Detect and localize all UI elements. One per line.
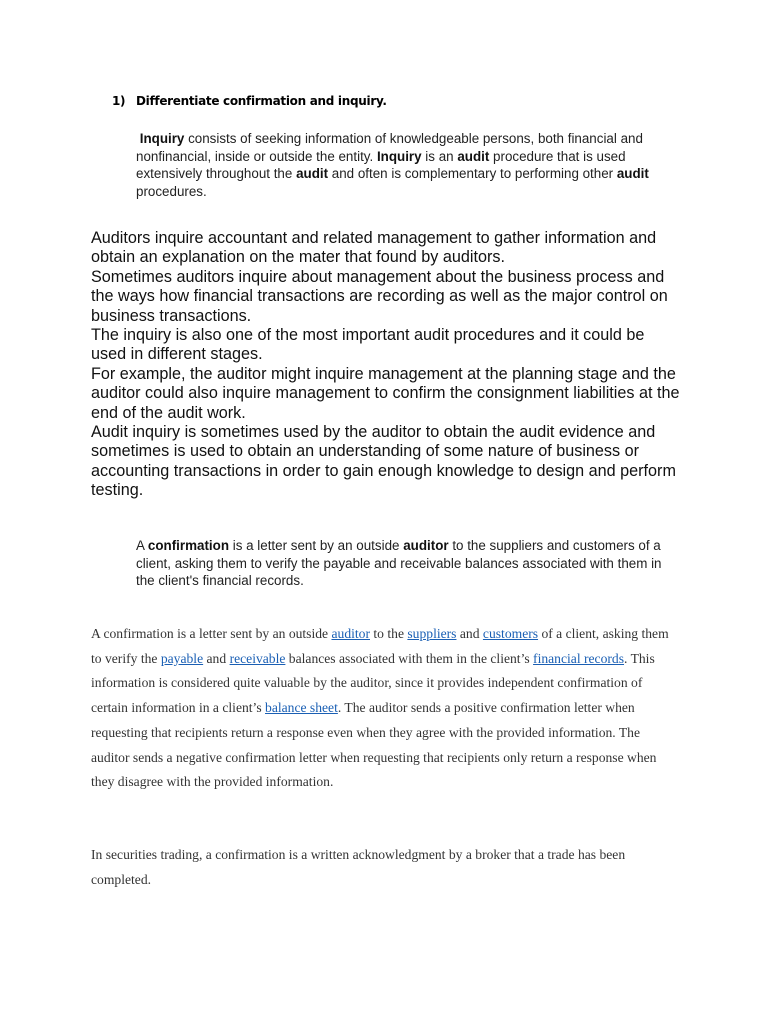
quote-text: consists of seeking information of knowledgeable persons, both financial and nonfinancial, inside or outside the entity.: [136, 131, 643, 164]
paragraph-text: and: [456, 626, 483, 641]
paragraph-text: and: [203, 650, 230, 666]
inquiry-definition-quote: [136, 130, 676, 200]
balance-sheet-link[interactable]: balance sheet: [265, 700, 338, 716]
inquiry-explanation: [91, 229, 681, 501]
question-number: 1): [112, 94, 126, 108]
paragraph-text: balances associated with them in the client’s: [285, 650, 534, 666]
bold-term: auditor: [403, 538, 449, 553]
auditor-link[interactable]: auditor: [331, 626, 370, 641]
quote-text: procedure that is used extensively throughout the: [136, 148, 626, 182]
bold-term: audit: [296, 166, 329, 182]
inquiry-paragraph: The inquiry is also one of the most important audit procedures and it could be used in different stages.: [91, 326, 645, 364]
bold-term: confirmation: [147, 538, 230, 553]
inquiry-paragraph: For example, the auditor might inquire management at the planning stage and the auditor could also inquire management to confirm the consignment liabilities at the end of the audit work.: [91, 364, 680, 422]
receivable-link[interactable]: receivable: [229, 650, 286, 666]
confirmation-detail-paragraph: [91, 622, 671, 795]
bold-term: Inquiry: [139, 131, 185, 146]
inquiry-paragraph: Sometimes auditors inquire about management about the business process and the ways how financial transactions are recording as well as the major control on business transactions.: [91, 267, 668, 325]
quote-text: procedures.: [136, 183, 207, 199]
paragraph-text: . This information is considered quite valuable by the auditor, since it provides independent confirmation of certain information in a client’s: [91, 650, 655, 716]
paragraph-text: . The auditor sends a positive confirmation letter when requesting that recipients return a response even when they agree with the provided information. The auditor sends a negative confirmation letter when requesting that recipients only return a response when they disagree with the provided information.: [91, 700, 657, 790]
securities-trading-note: In securities trading, a confirmation is a written acknowledgment by a broker that a trade has been completed.: [91, 847, 626, 887]
quote-text: to the suppliers and customers of a client, asking them to verify the payable and receivable balances associated with them in the client's financial records.: [136, 538, 662, 589]
quote-text: and often is complementary to performing other: [328, 166, 617, 182]
customers-link[interactable]: customers: [482, 626, 539, 641]
bold-term: audit: [457, 148, 490, 164]
financial-records-link[interactable]: financial records: [533, 650, 625, 666]
quote-text: is an: [421, 148, 458, 164]
bold-term: audit: [616, 166, 649, 182]
quote-text: is a letter sent by an outside: [229, 538, 404, 553]
inquiry-paragraph: Audit inquiry is sometimes used by the auditor to obtain the audit evidence and sometimes is used to obtain an understanding of some nature of business or accounting transactions in order to gain enough knowledge to design and perform testing.: [91, 423, 676, 500]
question-heading: [112, 94, 387, 108]
quote-text: A: [136, 538, 148, 553]
paragraph-text: A confirmation is a letter sent by an outside: [91, 626, 332, 641]
inquiry-paragraph: Auditors inquire accountant and related management to gather information and obtain an explanation on the mater that found by auditors.: [91, 229, 657, 267]
bold-term: Inquiry: [376, 148, 422, 164]
confirmation-definition-quote: [136, 537, 676, 590]
question-text: Differentiate confirmation and inquiry.: [136, 94, 387, 108]
suppliers-link[interactable]: suppliers: [407, 626, 457, 641]
paragraph-text: of a client, asking them to verify the: [91, 626, 669, 666]
payable-link[interactable]: payable: [160, 650, 204, 666]
paragraph-text: to the: [370, 626, 408, 641]
